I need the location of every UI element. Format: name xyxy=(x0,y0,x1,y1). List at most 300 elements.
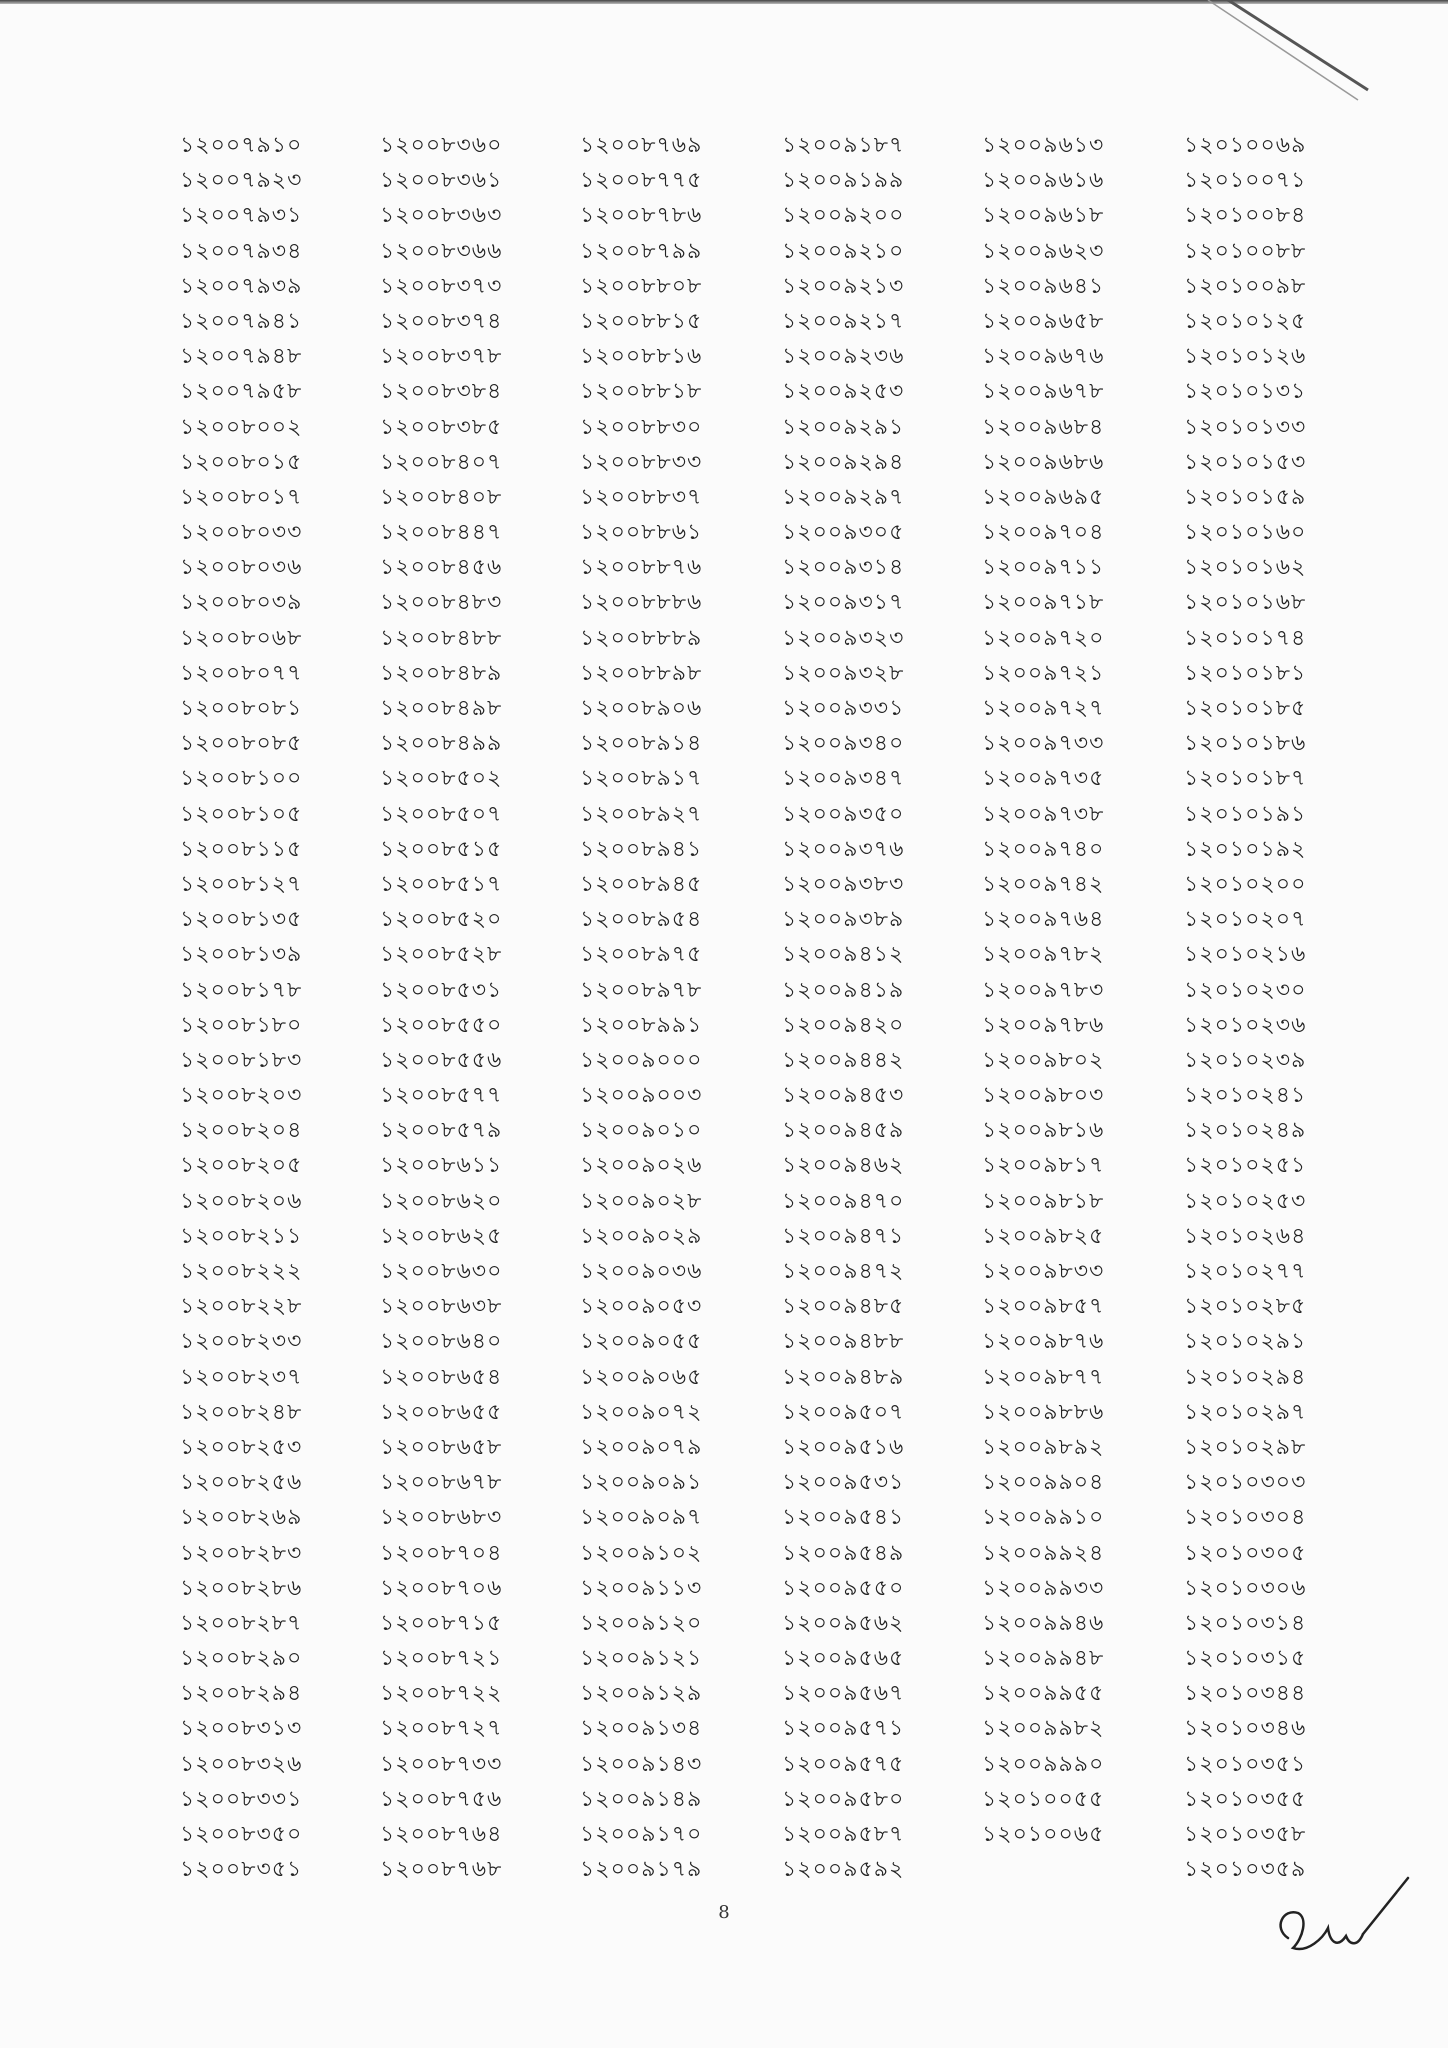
number-cell: ১২০০৯১১৩ xyxy=(580,1575,703,1601)
number-cell: ১২০১০১২৫ xyxy=(1184,308,1307,334)
number-cell: ১২০০৯৪৮৯ xyxy=(782,1364,905,1390)
number-cell: ১২০০৮০৮১ xyxy=(180,696,303,721)
number-cell: ১২০১০৩১৪ xyxy=(1184,1610,1307,1636)
number-cell: ১২০০৮২০৫ xyxy=(180,1153,303,1179)
number-cell: ১২০০৮৭৬৪ xyxy=(380,1822,503,1847)
candidate-number-grid xyxy=(170,128,1350,1888)
number-cell: ১২০১০২৪৯ xyxy=(1184,1118,1307,1144)
number-cell: ১২০১০২৯৮ xyxy=(1184,1434,1307,1460)
number-cell: ১২০১০৩৫৯ xyxy=(1184,1857,1307,1883)
number-cell: ১২০০৯৭১৮ xyxy=(982,590,1105,616)
number-cell: ১২০১০২৩০ xyxy=(1184,977,1307,1003)
number-cell: ১২০১০৩৪৪ xyxy=(1184,1681,1307,1707)
number-cell: ১২০০৮৫০২ xyxy=(380,766,503,792)
number-cell: ১২০১০১৯২ xyxy=(1184,836,1307,862)
number-cell: ১২০১০৩৪৬ xyxy=(1184,1716,1307,1742)
number-cell: ১২০০৯৩৫০ xyxy=(782,801,905,827)
number-cell: ১২০১০১৬০ xyxy=(1184,520,1307,546)
number-cell: ১২০০৭৯১০ xyxy=(180,133,303,158)
number-cell: ১২০১০২৩৯ xyxy=(1184,1047,1307,1073)
number-cell: ১২০০৮৭২৭ xyxy=(380,1716,503,1742)
number-cell: ১২০১০১৫৩ xyxy=(1184,449,1307,475)
number-cell: ১২০০৯৫৪১ xyxy=(782,1505,905,1531)
number-cell: ১২০০৯০৫৫ xyxy=(580,1329,703,1355)
number-cell: ১২০০৮২৯৪ xyxy=(180,1681,303,1707)
number-cell: ১২০০৮৬৫৫ xyxy=(380,1399,503,1425)
number-cell: ১২০০৮৪০৭ xyxy=(380,449,503,475)
number-cell: ১২০১০৩০৪ xyxy=(1184,1505,1307,1531)
number-cell: ১২০০৯৩৪০ xyxy=(782,731,905,757)
number-cell: ১২০১০২০৭ xyxy=(1184,907,1307,933)
number-cell: ১২০১০২৭৭ xyxy=(1184,1259,1307,1284)
number-cell: ১২০০৯৮৭৭ xyxy=(982,1364,1105,1390)
number-cell: ১২০০৯৪২০ xyxy=(782,1012,905,1038)
number-cell: ১২০১০০৫৫ xyxy=(982,1786,1105,1812)
number-cell: ১২০০৮৮১৬ xyxy=(580,344,703,370)
number-cell: ১২০০৯২৯১ xyxy=(782,414,905,440)
number-cell: ১২০০৯১২৯ xyxy=(580,1681,703,1707)
number-cell: ১২০০৯৫৫০ xyxy=(782,1575,905,1601)
number-cell: ১২০০৯৭৩৮ xyxy=(982,801,1105,827)
number-cell: ১২০১০২০০ xyxy=(1184,871,1307,897)
number-cell: ১২০০৯৯০৪ xyxy=(982,1470,1105,1496)
number-cell: ১২০০৯৮৫৭ xyxy=(982,1294,1105,1320)
number-cell: ১২০০৮৮৩০ xyxy=(580,414,703,440)
number-cell: ১২০০৮১০০ xyxy=(180,766,303,792)
number-cell: ১২০০৮৮৭৬ xyxy=(580,555,703,581)
number-cell: ১২০০৮৭২১ xyxy=(380,1646,503,1672)
number-cell: ১২০০৯২০০ xyxy=(782,203,905,229)
number-cell: ১২০০৯১৮৭ xyxy=(782,133,905,158)
number-cell: ১২০১০২৬৪ xyxy=(1184,1223,1307,1249)
number-cell: ১২০০৮২৮৩ xyxy=(180,1540,303,1566)
handwritten-signature xyxy=(1268,1868,1418,1978)
number-cell: ১২০০৮২৫৩ xyxy=(180,1434,303,1460)
number-cell: ১২০১০৩১৫ xyxy=(1184,1646,1307,1672)
number-cell: ১২০০৮৮৩৩ xyxy=(580,449,703,475)
number-cell: ১২০১০২৫৩ xyxy=(1184,1188,1307,1214)
number-cell: ১২০১০১৮৫ xyxy=(1184,696,1307,721)
number-cell: ১২০০৮৮০৮ xyxy=(580,273,703,299)
number-cell: ১২০০৯৭২১ xyxy=(982,660,1105,686)
number-cell: ১২০০৮৮৩৭ xyxy=(580,484,703,510)
number-cell: ১২০০৮৬২০ xyxy=(380,1188,503,1214)
number-cell: ১২০০৮৫৫০ xyxy=(380,1012,503,1038)
number-cell: ১২০০৮৩৬১ xyxy=(380,168,503,194)
number-cell: ১২০০৮৬৮৩ xyxy=(380,1505,503,1531)
number-cell: ১২০০৮১০৫ xyxy=(180,801,303,827)
number-cell: ১২০০৮৭২২ xyxy=(380,1681,503,1707)
number-cell: ১২০০৮২৩৭ xyxy=(180,1364,303,1390)
number-cell: ১২০০৮৬৪০ xyxy=(380,1329,503,1355)
number-cell: ১২০০৮২০৩ xyxy=(180,1083,303,1109)
number-cell: ১২০১০১৫৯ xyxy=(1184,484,1307,510)
number-cell: ১২০০৯৬৭৮ xyxy=(982,379,1105,405)
number-cell: ১২০০৮৫৭৯ xyxy=(380,1118,503,1144)
number-cell: ১২০০৯২১৭ xyxy=(782,308,905,334)
number-cell: ১২০০৯৭২০ xyxy=(982,625,1105,651)
number-cell: ১২০০৯৩০৫ xyxy=(782,520,905,546)
number-cell: ১২০০৮৯৫৪ xyxy=(580,907,703,933)
number-cell: ১২০০৯০০৩ xyxy=(580,1083,703,1109)
number-cell: ১২০০৯৪১২ xyxy=(782,942,905,968)
number-cell: ১২০০৯১৩৪ xyxy=(580,1716,703,1742)
number-cell: ১২০০৯৯১০ xyxy=(982,1505,1105,1531)
number-cell: ১২০০৮৪৮৯ xyxy=(380,660,503,686)
number-cell: ১২০০৯৫৭১ xyxy=(782,1716,905,1742)
number-cell: ১২০০৮২২২ xyxy=(180,1259,303,1284)
number-cell: ১২০১০১৩৩ xyxy=(1184,414,1307,440)
number-cell: ১২০০৯৩২৩ xyxy=(782,625,905,651)
number-cell: ১২০০৮৮৬১ xyxy=(580,520,703,546)
number-cell: ১২০০৯০৯৭ xyxy=(580,1505,703,1531)
number-cell: ১২০০৮০৩৯ xyxy=(180,590,303,616)
number-cell: ১২০০৯১৪৯ xyxy=(580,1786,703,1812)
number-cell: ১২০০৮৮১৫ xyxy=(580,308,703,334)
number-cell: ১২০১০৩০৬ xyxy=(1184,1575,1307,1601)
number-cell: ১২০০৯৮৯২ xyxy=(982,1434,1105,1460)
number-cell: ১২০০৮০০২ xyxy=(180,414,303,440)
number-cell: ১২০০৯৭৪২ xyxy=(982,871,1105,897)
number-cell: ১২০০৮৭৭৫ xyxy=(580,168,703,194)
number-cell: ১২০০৮৭৯৯ xyxy=(580,238,703,264)
number-cell: ১২০০৮১১৫ xyxy=(180,836,303,862)
number-cell: ১২০০৯১৯৯ xyxy=(782,168,905,194)
number-cell: ১২০০৯৫৬৫ xyxy=(782,1646,905,1672)
number-cell: ১২০০৮৯১৪ xyxy=(580,731,703,757)
number-cell: ১২০০৮৩৬০ xyxy=(380,133,503,158)
number-cell: ১২০০৯৪৬২ xyxy=(782,1153,905,1179)
number-cell: ১২০০৯৪৫৩ xyxy=(782,1083,905,1109)
number-cell: ১২০০৯৪৮৮ xyxy=(782,1329,905,1355)
number-cell: ১২০০৯৫৪৯ xyxy=(782,1540,905,1566)
number-cell: ১২০০৮৪৯৮ xyxy=(380,696,503,721)
number-cell: ১২০০৮০১৫ xyxy=(180,449,303,475)
number-cell: ১২০০৮৩৮৫ xyxy=(380,414,503,440)
page-number: 8 xyxy=(718,1902,730,1923)
number-cell: ১২০০৯৭২৭ xyxy=(982,696,1105,721)
number-cell: ১২০০৯৩২৮ xyxy=(782,660,905,686)
number-cell: ১২০০৮৮৮৯ xyxy=(580,625,703,651)
number-cell: ১২০০৯৭০৪ xyxy=(982,520,1105,546)
number-cell: ১২০০৮২৪৮ xyxy=(180,1399,303,1425)
number-cell: ১২০০৯৪৭২ xyxy=(782,1259,905,1284)
number-cell: ১২০০৯৩১৪ xyxy=(782,555,905,581)
number-cell: ১২০০৮৪৫৬ xyxy=(380,555,503,581)
number-cell: ১২০০৮১৩৯ xyxy=(180,942,303,968)
number-cell: ১২০১০২৯৭ xyxy=(1184,1399,1307,1425)
number-cell: ১২০১০২৪১ xyxy=(1184,1083,1307,1109)
number-cell: ১২০০৮৫২৮ xyxy=(380,942,503,968)
number-cell: ১২০০৮৯৭৫ xyxy=(580,942,703,968)
number-cell: ১২০০৯০২৮ xyxy=(580,1188,703,1214)
number-cell: ১২০১০৩০৫ xyxy=(1184,1540,1307,1566)
number-cell: ১২০০৯১২১ xyxy=(580,1646,703,1672)
number-cell: ১২০১০৩০৩ xyxy=(1184,1470,1307,1496)
number-cell: ১২০০৮২৮৭ xyxy=(180,1610,303,1636)
number-cell: ১২০০৮৭৬৮ xyxy=(380,1857,503,1883)
number-cell: ১২০১০০৮৪ xyxy=(1184,203,1307,229)
number-cell: ১২০০৯৯২৪ xyxy=(982,1540,1105,1566)
number-cell: ১২০০৮৫২০ xyxy=(380,907,503,933)
number-cell: ১২০০৮০১৭ xyxy=(180,484,303,510)
column-1 xyxy=(170,128,370,1888)
number-cell: ১২০০৯৮১৬ xyxy=(982,1118,1105,1144)
number-cell: ১২০১০১৭৪ xyxy=(1184,625,1307,651)
column-2 xyxy=(370,128,570,1888)
number-cell: ১২০১০১৬৮ xyxy=(1184,590,1307,616)
number-cell: ১২০১০২৩৬ xyxy=(1184,1012,1307,1038)
number-cell: ১২০০৮১৮৩ xyxy=(180,1047,303,1073)
number-cell: ১২০০৮৮৯৮ xyxy=(580,660,703,686)
number-cell: ১২০০৯৩৭৬ xyxy=(782,836,905,862)
number-cell: ১২০০৮৯৪১ xyxy=(580,836,703,862)
number-cell: ১২০০৮৯০৬ xyxy=(580,696,703,721)
number-cell: ১২০০৯০৫৩ xyxy=(580,1294,703,1320)
number-cell: ১২০১০২৫১ xyxy=(1184,1153,1307,1179)
number-cell: ১২০০৮২৩৩ xyxy=(180,1329,303,1355)
number-cell: ১২০০৯২১০ xyxy=(782,238,905,264)
number-cell: ১২০০৯৬২৩ xyxy=(982,238,1105,264)
number-cell: ১২০০৭৯৪৮ xyxy=(180,344,303,370)
number-cell: ১২০০৯৮১৮ xyxy=(982,1188,1105,1214)
number-cell: ১২০০৮৬২৫ xyxy=(380,1223,503,1249)
number-cell: ১২০০৯৬৫৮ xyxy=(982,308,1105,334)
number-cell: ১২০০৮৯৪৫ xyxy=(580,871,703,897)
column-6 xyxy=(1170,128,1370,1888)
number-cell: ১২০০৭৯৪১ xyxy=(180,308,303,334)
number-cell: ১২০০৯৯৮২ xyxy=(982,1716,1105,1742)
number-cell: ১২০০৮২৯০ xyxy=(180,1646,303,1672)
number-cell: ১২০০৯৬৭৬ xyxy=(982,344,1105,370)
number-cell: ১২০০৯৫৬৭ xyxy=(782,1681,905,1707)
number-cell: ১২০০৯১০২ xyxy=(580,1540,703,1566)
number-cell: ১২০০৯৩৮৩ xyxy=(782,871,905,897)
number-cell: ১২০০৯৩৪৭ xyxy=(782,766,905,792)
number-cell: ১২০১০০৬৫ xyxy=(982,1822,1105,1847)
number-cell: ১২০০৯৭৮৬ xyxy=(982,1012,1105,1038)
number-cell: ১২০০৯৫৮০ xyxy=(782,1786,905,1812)
number-cell: ১২০০৭৯৫৮ xyxy=(180,379,303,405)
number-cell: ১২০০৯৭৮৩ xyxy=(982,977,1105,1003)
number-cell: ১২০০৯৯৯০ xyxy=(982,1751,1105,1777)
number-cell: ১২০০৯০৭৯ xyxy=(580,1434,703,1460)
number-cell: ১২০০৮৪০৮ xyxy=(380,484,503,510)
number-cell: ১২০০৮০৭৭ xyxy=(180,660,303,686)
number-cell: ১২০০৮৩৭৮ xyxy=(380,344,503,370)
number-cell: ১২০১০১৩১ xyxy=(1184,379,1307,405)
number-cell: ১২০০৯২৯৭ xyxy=(782,484,905,510)
number-cell: ১২০০৮৭৮৬ xyxy=(580,203,703,229)
column-5 xyxy=(970,128,1170,1888)
number-cell: ১২০০৯৫৮৭ xyxy=(782,1822,905,1847)
number-cell: ১২০১০০৮৮ xyxy=(1184,238,1307,264)
number-cell: ১২০১০৩৫৫ xyxy=(1184,1786,1307,1812)
number-cell: ১২০০৮৯৯১ xyxy=(580,1012,703,1038)
number-cell: ১২০০৯৩৩১ xyxy=(782,696,905,721)
number-cell: ১২০০৭৯৩৪ xyxy=(180,238,303,264)
number-cell: ১২০০৯১২০ xyxy=(580,1610,703,1636)
number-cell: ১২০০৯৬৯৫ xyxy=(982,484,1105,510)
number-cell: ১২০০৮৫৩১ xyxy=(380,977,503,1003)
number-cell: ১২০০৯৫৯২ xyxy=(782,1857,905,1883)
number-cell: ১২০০৯৬১৮ xyxy=(982,203,1105,229)
number-cell: ১২০০৮৬৩০ xyxy=(380,1259,503,1284)
number-cell: ১২০০৯৬১৬ xyxy=(982,168,1105,194)
number-cell: ১২০০৯৭৩৫ xyxy=(982,766,1105,792)
number-cell: ১২০০৮০৩৩ xyxy=(180,520,303,546)
number-cell: ১২০০৮০৩৬ xyxy=(180,555,303,581)
number-cell: ১২০০৮৭৫৬ xyxy=(380,1786,503,1812)
number-cell: ১২০০৯৭৬৪ xyxy=(982,907,1105,933)
number-cell: ১২০০৯৫৭৫ xyxy=(782,1751,905,1777)
number-cell: ১২০০৯০৬৫ xyxy=(580,1364,703,1390)
number-cell: ১২০০৮২১১ xyxy=(180,1223,303,1249)
number-cell: ১২০০৯৪৭০ xyxy=(782,1188,905,1214)
number-cell: ১২০০৮৬১১ xyxy=(380,1153,503,1179)
number-cell: ১২০০৮৩৭৩ xyxy=(380,273,503,299)
number-cell: ১২০০৯২৫৩ xyxy=(782,379,905,405)
number-cell: ১২০০৯৫৬২ xyxy=(782,1610,905,1636)
number-cell: ১২০০৮৩৮৪ xyxy=(380,379,503,405)
number-cell: ১২০০৮০৮৫ xyxy=(180,731,303,757)
number-cell: ১২০০৮৬৫৮ xyxy=(380,1434,503,1460)
number-cell: ১২০০৮৪৮৮ xyxy=(380,625,503,651)
number-cell: ১২০০৭৯৩৯ xyxy=(180,273,303,299)
number-cell: ১২০০৯৭৪০ xyxy=(982,836,1105,862)
number-cell: ১২০০৮৫১৭ xyxy=(380,871,503,897)
number-cell: ১২০০৯০২৬ xyxy=(580,1153,703,1179)
number-cell: ১২০০৯৮৮৬ xyxy=(982,1399,1105,1425)
number-cell: ১২০০৮৫১৫ xyxy=(380,836,503,862)
number-cell: ১২০০৯১৪৩ xyxy=(580,1751,703,1777)
number-cell: ১২০১০২১৬ xyxy=(1184,942,1307,968)
number-cell: ১২০০৮৮৮৬ xyxy=(580,590,703,616)
number-cell: ১২০০৮১৭৮ xyxy=(180,977,303,1003)
number-cell: ১২০০৯২১৩ xyxy=(782,273,905,299)
number-cell: ১২০০৯৫০৭ xyxy=(782,1399,905,1425)
number-cell: ১২০০৮২০৬ xyxy=(180,1188,303,1214)
number-cell: ১২০১০২৯১ xyxy=(1184,1329,1307,1355)
number-cell: ১২০০৯৮২৫ xyxy=(982,1223,1105,1249)
number-cell: ১২০০৮৪৯৯ xyxy=(380,731,503,757)
number-cell: ১২০০৯০২৯ xyxy=(580,1223,703,1249)
number-cell: ১২০০৮৮১৮ xyxy=(580,379,703,405)
number-cell: ১২০০৭৯৩১ xyxy=(180,203,303,229)
number-cell: ১২০০৮৭০৪ xyxy=(380,1540,503,1566)
number-cell: ১২০০৯৯৫৫ xyxy=(982,1681,1105,1707)
number-cell: ১২০১০২৯৪ xyxy=(1184,1364,1307,1390)
number-cell: ১২০০৯২৯৪ xyxy=(782,449,905,475)
number-cell: ১২০০৯৮১৭ xyxy=(982,1153,1105,1179)
number-cell: ১২০০৮৬৫৪ xyxy=(380,1364,503,1390)
number-cell: ১২০০৮৫৭৭ xyxy=(380,1083,503,1109)
number-cell: ১২০০৮৪৮৩ xyxy=(380,590,503,616)
number-cell: ১২০০৯৪৭১ xyxy=(782,1223,905,1249)
number-cell: ১২০০৮৭১৫ xyxy=(380,1610,503,1636)
number-cell: ১২০০৯৭১১ xyxy=(982,555,1105,581)
number-cell: ১২০১০১৬২ xyxy=(1184,555,1307,581)
number-cell: ১২০০৯০৯১ xyxy=(580,1470,703,1496)
number-cell: ১২০০৮৩৭৪ xyxy=(380,308,503,334)
number-cell: ১২০০৮২৬৯ xyxy=(180,1505,303,1531)
number-cell: ১২০০৯১৭৯ xyxy=(580,1857,703,1883)
number-cell: ১২০১০২৮৫ xyxy=(1184,1294,1307,1320)
number-cell: ১২০০৯৬৮৪ xyxy=(982,414,1105,440)
number-cell: ১২০০৯৯৪৮ xyxy=(982,1646,1105,1672)
number-cell: ১২০০৮০৬৮ xyxy=(180,625,303,651)
number-cell: ১২০০৮৯১৭ xyxy=(580,766,703,792)
number-cell: ১২০০৯৬৮৬ xyxy=(982,449,1105,475)
number-cell: ১২০০৮১২৭ xyxy=(180,871,303,897)
number-cell: ১২০০৭৯২৩ xyxy=(180,168,303,194)
number-cell: ১২০০৮৩৫০ xyxy=(180,1822,303,1847)
number-cell: ১২০০৮১৮০ xyxy=(180,1012,303,1038)
number-cell: ১২০০৯৭৮২ xyxy=(982,942,1105,968)
number-cell: ১২০১০০৯৮ xyxy=(1184,273,1307,299)
number-cell: ১২০০৯৩৮৯ xyxy=(782,907,905,933)
number-cell: ১২০০৯৯৩৩ xyxy=(982,1575,1105,1601)
number-cell: ১২০১০১৮৭ xyxy=(1184,766,1307,792)
number-cell: ১২০১০১৮৬ xyxy=(1184,731,1307,757)
number-cell: ১২০০৮৫৫৬ xyxy=(380,1047,503,1073)
number-cell: ১২০০৯১৭০ xyxy=(580,1822,703,1847)
number-cell: ১২০০৯৮৩৩ xyxy=(982,1259,1105,1284)
number-cell: ১২০০৯৭৩৩ xyxy=(982,731,1105,757)
number-cell: ১২০১০১৮১ xyxy=(1184,660,1307,686)
number-cell: ১২০০৮২৫৬ xyxy=(180,1470,303,1496)
number-cell: ১২০০৮৩৩১ xyxy=(180,1786,303,1812)
number-cell: ১২০০৯৪৪২ xyxy=(782,1047,905,1073)
number-cell: ১২০১০৩৫১ xyxy=(1184,1751,1307,1777)
number-cell: ১২০০৯০০০ xyxy=(580,1047,703,1073)
number-cell: ১২০১০১৯১ xyxy=(1184,801,1307,827)
number-cell: ১২০০৮৭৩৩ xyxy=(380,1751,503,1777)
number-cell: ১২০০৮৬৩৮ xyxy=(380,1294,503,1320)
number-cell: ১২০০৯৩১৭ xyxy=(782,590,905,616)
number-cell: ১২০০৯৬১৩ xyxy=(982,133,1105,158)
number-cell: ১২০০৮৪৪৭ xyxy=(380,520,503,546)
number-cell: ১২০০৯৯৪৬ xyxy=(982,1610,1105,1636)
number-cell: ১২০০৯০১০ xyxy=(580,1118,703,1144)
number-cell: ১২০০৯৪৮৫ xyxy=(782,1294,905,1320)
number-cell: ১২০০৮২০৪ xyxy=(180,1118,303,1144)
number-cell: ১২০০৯৮০২ xyxy=(982,1047,1105,1073)
column-4 xyxy=(770,128,970,1888)
number-cell: ১২০০৮৭৬৯ xyxy=(580,133,703,158)
number-cell: ১২০০৯৮০৩ xyxy=(982,1083,1105,1109)
number-cell: ১২০১০১২৬ xyxy=(1184,344,1307,370)
number-cell: ১২০০৮৭০৬ xyxy=(380,1575,503,1601)
number-cell: ১২০০৮২২৮ xyxy=(180,1294,303,1320)
column-3 xyxy=(570,128,770,1888)
number-cell: ১২০০৮৩১৩ xyxy=(180,1716,303,1742)
number-cell: ১২০০৯৮৭৬ xyxy=(982,1329,1105,1355)
number-cell: ১২০০৯৬৪১ xyxy=(982,273,1105,299)
number-cell: ১২০০৯০৩৬ xyxy=(580,1259,703,1284)
number-cell: ১২০০৮২৮৬ xyxy=(180,1575,303,1601)
number-cell: ১২০০৮৫০৭ xyxy=(380,801,503,827)
number-cell: ১২০১০০৬৯ xyxy=(1184,133,1307,158)
number-cell: ১২০০৮৩২৬ xyxy=(180,1751,303,1777)
number-cell: ১২০০৯০৭২ xyxy=(580,1399,703,1425)
number-cell: ১২০০৮৯৭৮ xyxy=(580,977,703,1003)
number-cell: ১২০০৮৯২৭ xyxy=(580,801,703,827)
number-cell: ১২০০৯২৩৬ xyxy=(782,344,905,370)
number-cell: ১২০০৮৩৬৬ xyxy=(380,238,503,264)
number-cell: ১২০০৮৩৫১ xyxy=(180,1857,303,1883)
number-cell: ১২০০৯৫৩১ xyxy=(782,1470,905,1496)
